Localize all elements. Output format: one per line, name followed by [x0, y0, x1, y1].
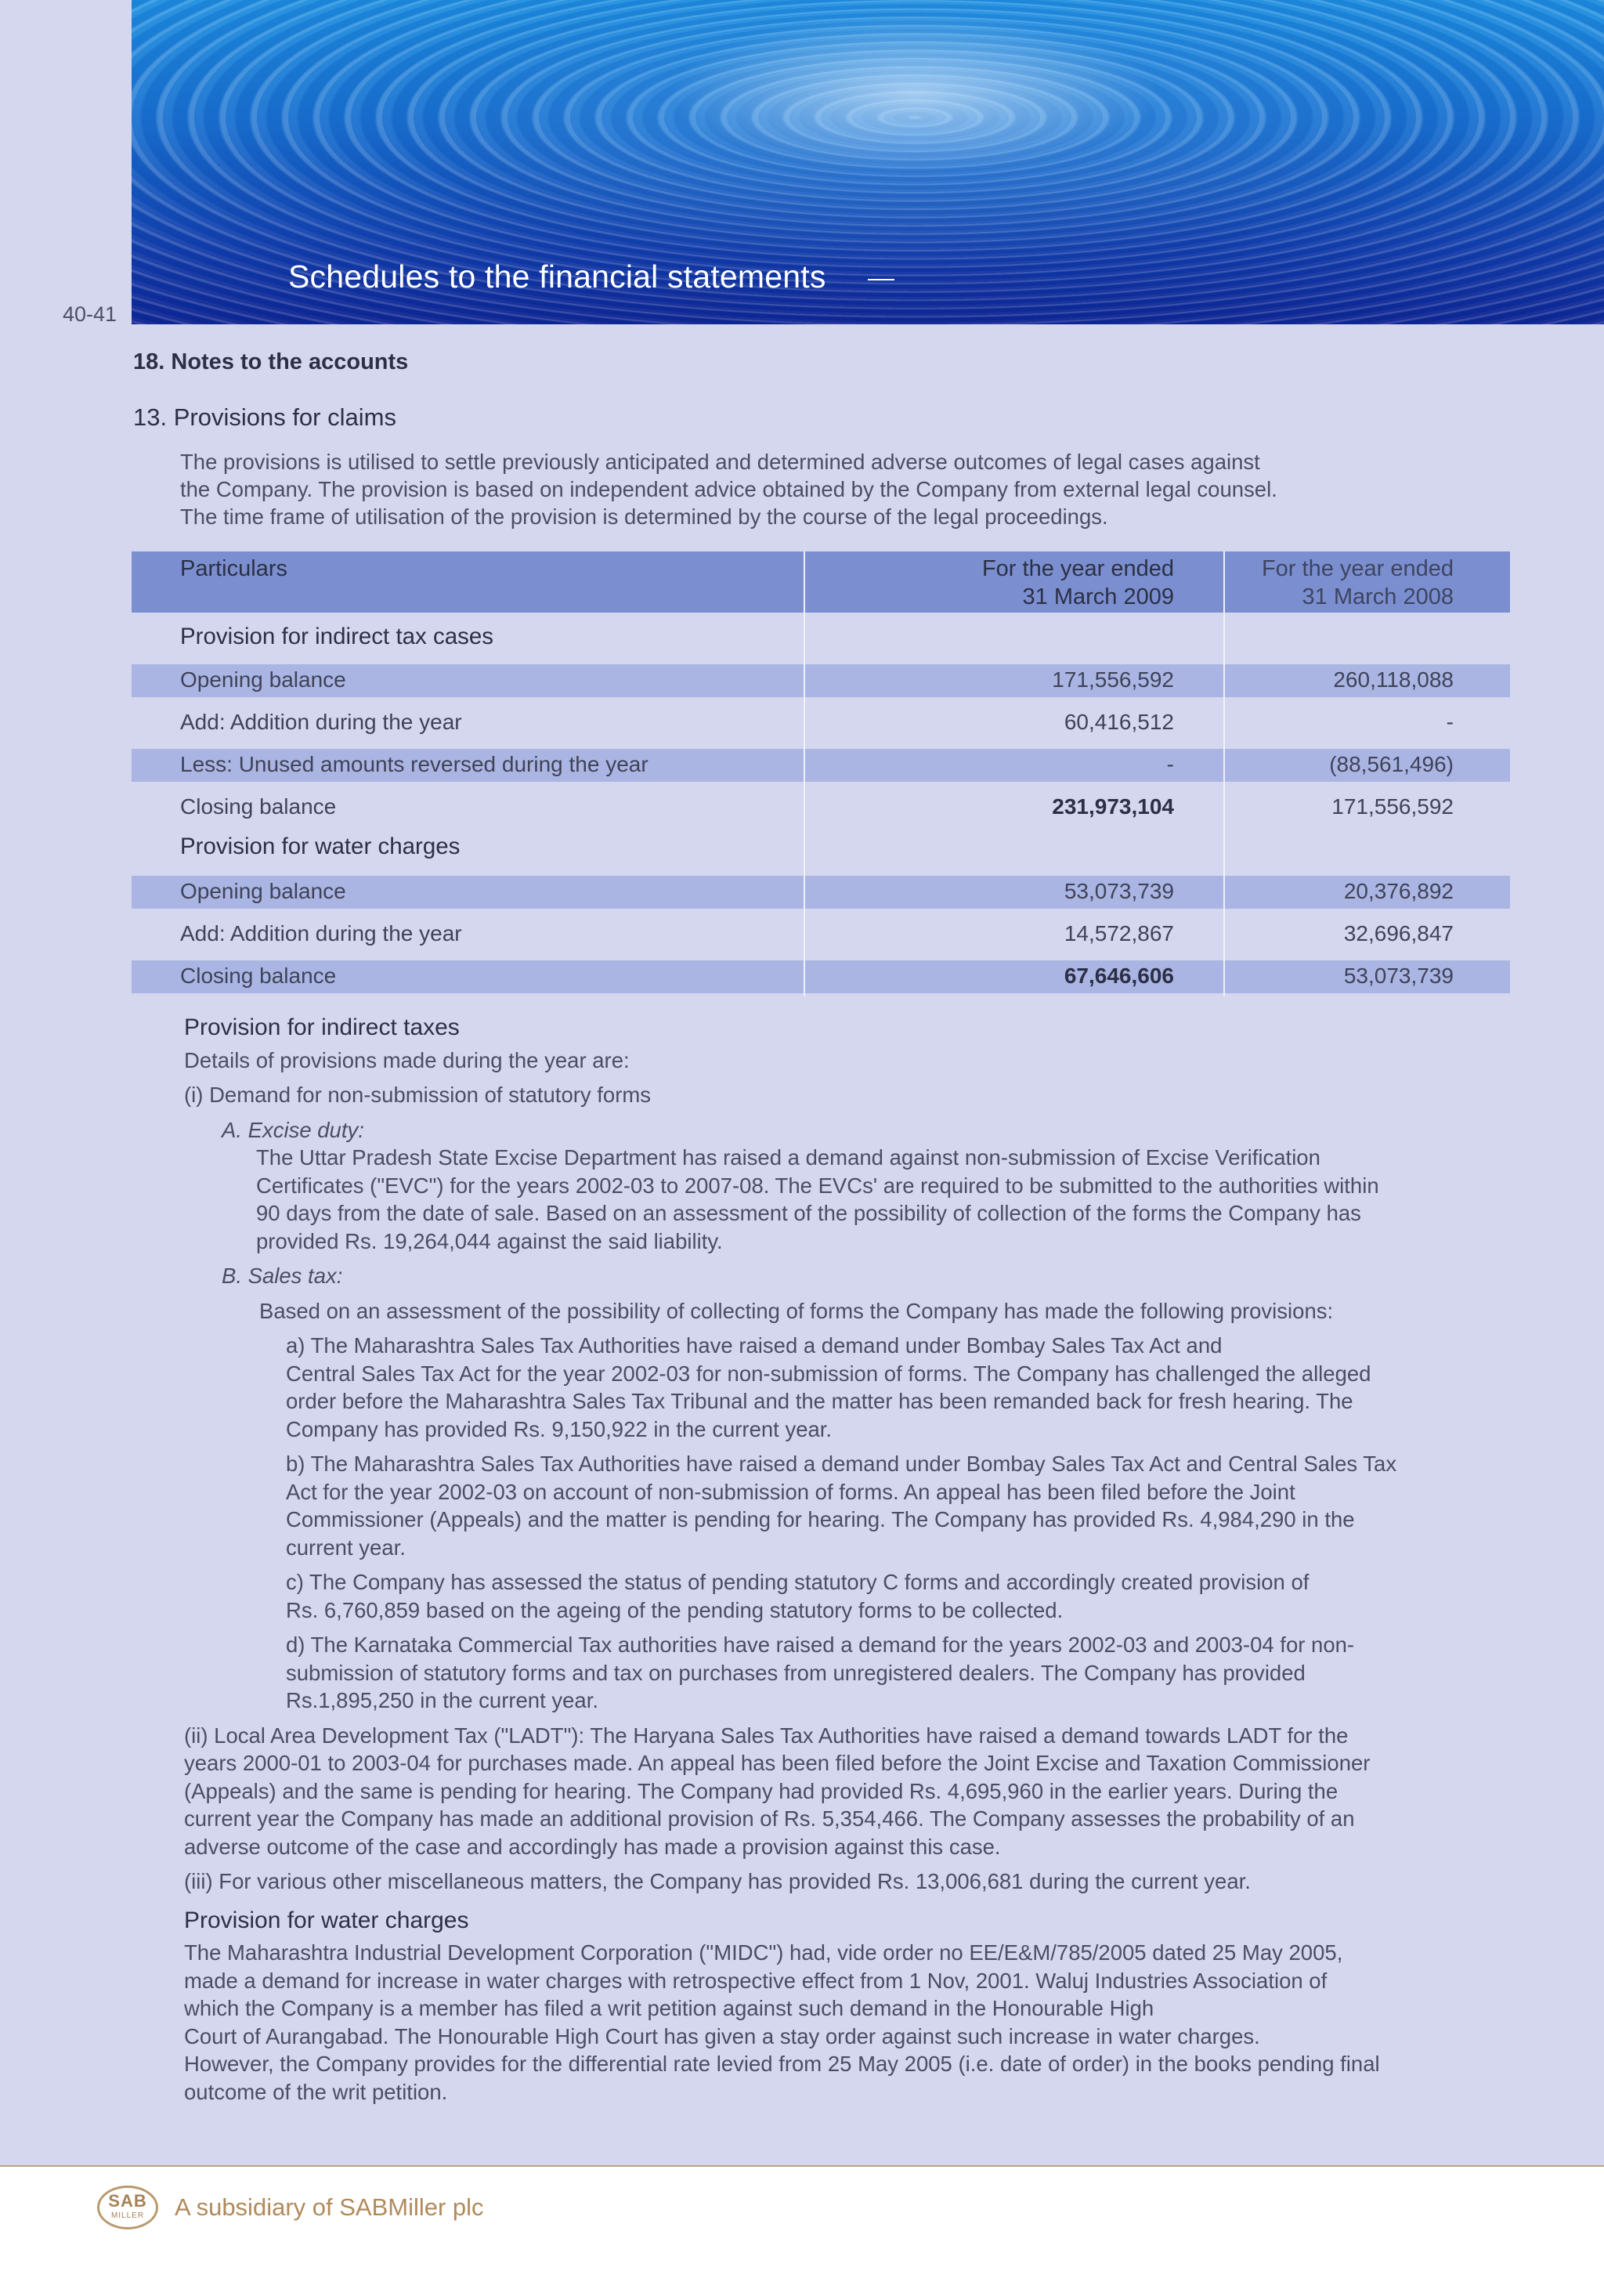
row-value-2008: -: [1446, 710, 1454, 734]
row-value-2009: 171,556,592: [1052, 667, 1174, 692]
section-title-indirect: Provision for indirect tax cases: [180, 624, 494, 649]
row-label: Closing balance: [180, 964, 337, 988]
row-value-2008: 53,073,739: [1343, 964, 1454, 988]
text-line: current year.: [286, 1535, 406, 1560]
row-label: Add: Addition during the year: [180, 921, 462, 946]
row-label: Closing balance: [180, 794, 337, 819]
section-heading: 18. Notes to the accounts: [133, 349, 409, 374]
provisions-table: [132, 551, 1510, 993]
section-title-water: Provision for water charges: [180, 833, 461, 859]
column-divider: [804, 551, 805, 996]
water-charges-text: [184, 1939, 1500, 2106]
sales-label: B. Sales tax:: [222, 1264, 343, 1288]
text-line: outcome of the writ petition.: [184, 2079, 448, 2104]
footer: [0, 2167, 1604, 2296]
row-label: Opening balance: [180, 879, 346, 903]
intro-line: the Company. The provision is based on independent advice obtained by the Company from external legal counsel.: [180, 477, 1277, 501]
notes-body: [184, 1014, 1500, 2106]
text-line: Court of Aurangabad. The Honourable High Court has given a stay order against such increase in water charges.: [184, 2023, 1260, 2048]
table-row: [132, 909, 1510, 951]
text-line: current year the Company has made an additional provision of Rs. 5,354,466. The Company assesses the probability of an: [184, 1806, 1355, 1831]
text-line: Rs.1,895,250 in the current year.: [286, 1688, 598, 1712]
row-label: Less: Unused amounts reversed during the year: [180, 752, 648, 776]
text-line: c) The Company has assessed the status of pending statutory C forms and accordingly created provision of: [286, 1570, 1310, 1594]
text-line: However, the Company provides for the differential rate levied from 25 May 2005 (i.e. date of order) in the books pending final: [184, 2052, 1380, 2076]
excise-text: [184, 1144, 1500, 1255]
sabmiller-logo: [97, 2186, 158, 2229]
text-line: provided Rs. 19,264,044 against the said liability.: [256, 1228, 723, 1253]
page-number: 40-41: [63, 302, 117, 326]
section-subheading: 13. Provisions for claims: [133, 403, 396, 431]
row-value-2008: 20,376,892: [1343, 879, 1454, 903]
table-row: [132, 697, 1510, 739]
text-line: (ii) Local Area Development Tax ("LADT"): The Haryana Sales Tax Authorities have raised a demand towards LADT for the: [184, 1723, 1349, 1748]
header-2008-line2: 31 March 2008: [1302, 584, 1454, 609]
text-line: order before the Maharashtra Sales Tax Tribunal and the matter has been remanded back for fresh hearing. The: [286, 1389, 1353, 1413]
text-line: Certificates ("EVC") for the years 2002-03 to 2007-08. The EVCs' are required to be submitted to the authorities within: [256, 1173, 1379, 1198]
text-line: Act for the year 2002-03 on account of non-submission of forms. An appeal has been filed before the Joint: [286, 1479, 1295, 1504]
row-label: Opening balance: [180, 667, 346, 692]
table-row: [132, 655, 1510, 697]
text-line: years 2000-01 to 2003-04 for purchases made. An appeal has been filed before the Joint Excise and Taxation Commissioner: [184, 1751, 1371, 1775]
row-value-2009: -: [1166, 752, 1174, 776]
text-line: Central Sales Tax Act for the year 2002-03 for non-submission of forms. The Company has challenged the alleged: [286, 1361, 1371, 1386]
logo-text-bottom: MILLER: [110, 2211, 145, 2220]
text-line: 90 days from the date of sale. Based on an assessment of the possibility of collection of the forms the Company has: [256, 1201, 1361, 1225]
row-band: [132, 960, 1510, 993]
page-title: Schedules to the financial statements: [288, 259, 826, 295]
table-row: [132, 782, 1510, 824]
table-row: [132, 866, 1510, 909]
logo-text-top: SAB: [108, 2191, 147, 2211]
sales-item-d: [184, 1631, 1500, 1715]
sales-intro: Based on an assessment of the possibility of collecting of forms the Company has made the following provisions:: [259, 1298, 1334, 1323]
indirect-taxes-heading: Provision for indirect taxes: [184, 1014, 460, 1040]
item-iii: (iii) For various other miscellaneous matters, the Company has provided Rs. 13,006,681 during the current year.: [184, 1869, 1251, 1893]
details-intro: Details of provisions made during the year are:: [184, 1047, 630, 1072]
intro-paragraph: [180, 448, 1433, 530]
text-line: Company has provided Rs. 9,150,922 in the current year.: [286, 1416, 833, 1441]
text-line: b) The Maharashtra Sales Tax Authorities have raised a demand under Bombay Sales Tax Act and Central Sales Tax: [286, 1452, 1397, 1476]
table-row: [132, 951, 1510, 993]
text-line: Rs. 6,760,859 based on the ageing of the pending statutory forms to be collected.: [286, 1597, 1064, 1622]
row-value-2008: (88,561,496): [1329, 752, 1454, 776]
header-2008-line1: For the year ended: [1261, 556, 1454, 581]
intro-line: The provisions is utilised to settle previously anticipated and determined adverse outcomes of legal cases against: [180, 450, 1260, 474]
table-section-row: [132, 613, 1510, 655]
row-value-2009: 67,646,606: [1064, 964, 1174, 988]
water-charges-heading: Provision for water charges: [184, 1907, 469, 1933]
row-label: Add: Addition during the year: [180, 710, 462, 734]
header-2009-line1: For the year ended: [981, 556, 1174, 581]
text-line: adverse outcome of the case and accordingly has made a provision against this case.: [184, 1834, 1001, 1859]
header-2008: [1262, 555, 1454, 611]
intro-line: The time frame of utilisation of the provision is determined by the course of the legal proceedings.: [180, 504, 1108, 529]
table-row: [132, 739, 1510, 782]
row-value-2008: 32,696,847: [1343, 921, 1454, 946]
row-value-2009: 60,416,512: [1064, 710, 1174, 734]
text-line: made a demand for increase in water charges with retrospective effect from 1 Nov, 2001. Waluj Industries Association of: [184, 1968, 1328, 1993]
text-line: (Appeals) and the same is pending for hearing. The Company had provided Rs. 4,695,960 in the earlier years. During the: [184, 1778, 1338, 1803]
item-i: (i) Demand for non-submission of statutory forms: [184, 1083, 652, 1107]
table-section-row: [132, 824, 1510, 866]
column-divider: [1223, 551, 1225, 996]
title-rule: [868, 279, 894, 280]
row-value-2008: 260,118,088: [1333, 667, 1454, 692]
text-line: d) The Karnataka Commercial Tax authorities have raised a demand for the years 2002-03 and 2003-04 for non-: [286, 1633, 1355, 1657]
sales-item-b: [184, 1450, 1500, 1561]
text-line: a) The Maharashtra Sales Tax Authorities have raised a demand under Bombay Sales Tax Act and: [286, 1333, 1223, 1358]
text-line: which the Company is a member has filed a writ petition against such demand in the Honourable High: [184, 1996, 1154, 2020]
excise-label: A. Excise duty:: [222, 1117, 364, 1142]
row-value-2009: 53,073,739: [1064, 879, 1174, 903]
header-particulars: Particulars: [180, 556, 287, 581]
sales-item-c: [184, 1568, 1500, 1624]
sales-item-a: [184, 1332, 1500, 1443]
header-banner: [132, 0, 1604, 324]
row-value-2009: 231,973,104: [1052, 794, 1174, 819]
item-ii: [184, 1722, 1500, 1861]
footer-text: A subsidiary of SABMiller plc: [175, 2193, 484, 2221]
text-line: The Uttar Pradesh State Excise Department has raised a demand against non-submission of Excise Verification: [256, 1145, 1320, 1170]
text-line: The Maharashtra Industrial Development Corporation ("MIDC") had, vide order no EE/E&M/785/2005 dated 25 May 2005,: [184, 1940, 1343, 1965]
text-line: submission of statutory forms and tax on purchases from unregistered dealers. The Company has provided: [286, 1660, 1306, 1685]
header-2009-line2: 31 March 2009: [1022, 584, 1174, 609]
row-value-2008: 171,556,592: [1331, 794, 1454, 819]
header-2009: [982, 555, 1174, 611]
table-header-row: [132, 551, 1510, 613]
row-value-2009: 14,572,867: [1064, 921, 1174, 946]
text-line: Commissioner (Appeals) and the matter is pending for hearing. The Company has provided Rs. 4,984,290 in the: [286, 1507, 1355, 1531]
